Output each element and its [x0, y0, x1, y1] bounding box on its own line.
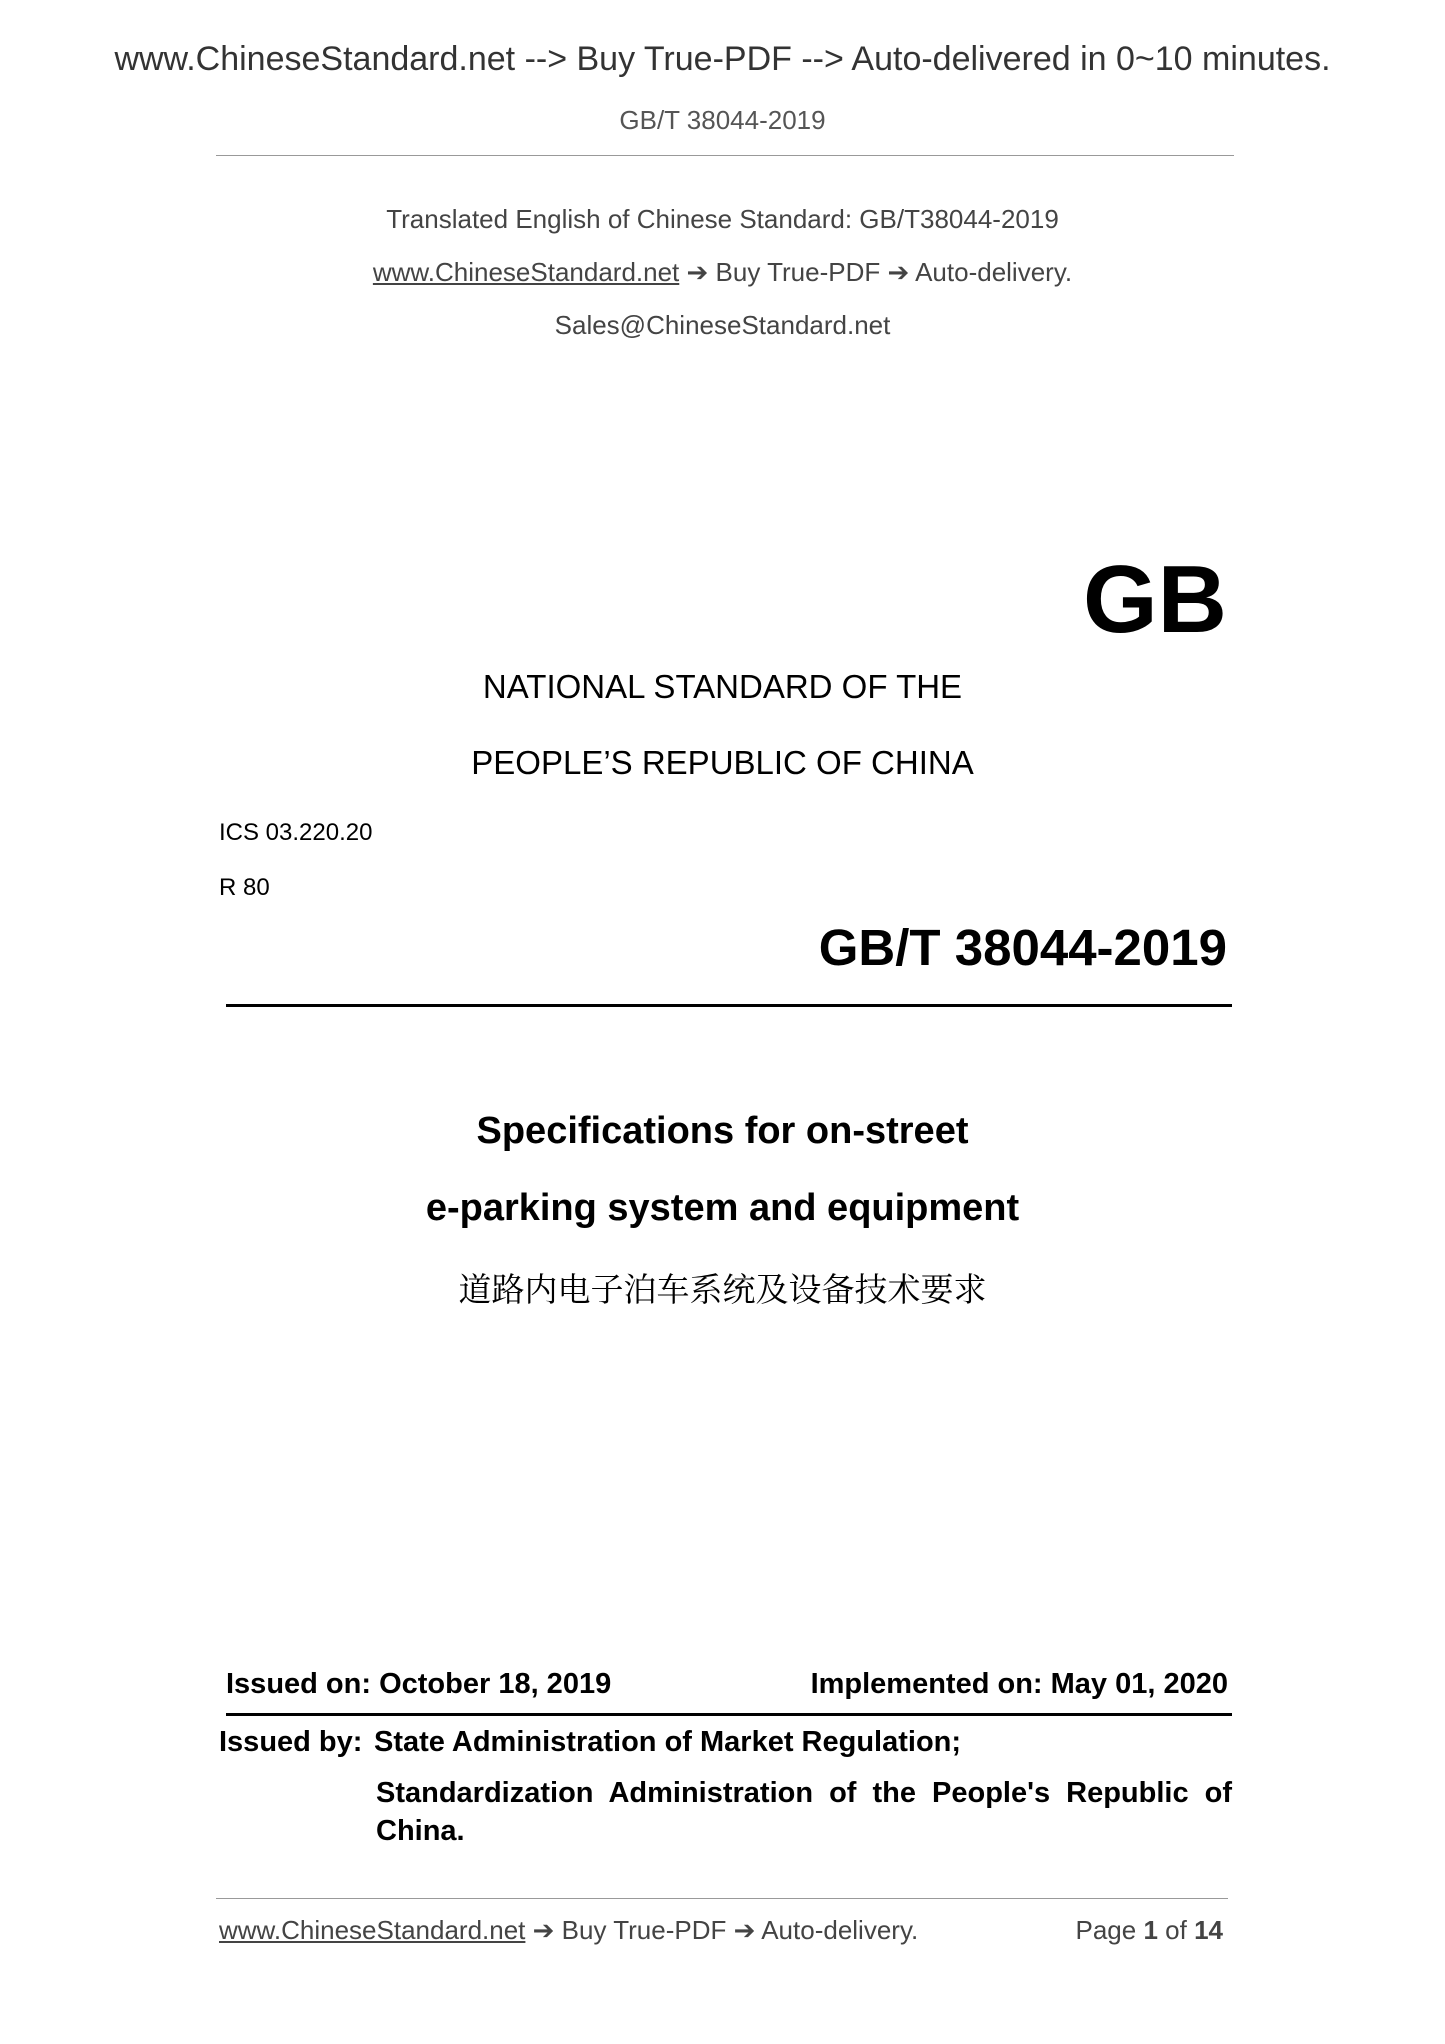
issued-on: Issued on: October 18, 2019	[226, 1668, 612, 1700]
footer-site-link[interactable]: www.ChineseStandard.net	[219, 1915, 526, 1945]
arrow-right-icon: ➔	[532, 1915, 555, 1945]
national-standard-line2: PEOPLE’S REPUBLIC OF CHINA	[471, 744, 974, 781]
arrow-right-icon: ➔	[887, 257, 910, 287]
page-number: 1	[1143, 1915, 1158, 1945]
issued-by-agency-2: Standardization Administration of the People's Republic of China.	[376, 1777, 1232, 1847]
footer-purchase-line	[219, 1915, 918, 1946]
page-label: Page	[1075, 1915, 1137, 1945]
delivery-label: Auto-delivery.	[915, 257, 1073, 287]
national-standard-line1: NATIONAL STANDARD OF THE	[482, 668, 963, 705]
footer-buy-label: Buy True-PDF	[561, 1915, 727, 1945]
translation-line: Translated English of Chinese Standard: GB/T38044-2019	[386, 204, 1059, 234]
site-link[interactable]: www.ChineseStandard.net	[372, 257, 680, 287]
buy-label: Buy True-PDF	[715, 257, 881, 287]
arrow-right-icon: ➔	[733, 1915, 756, 1945]
footer-delivery-label: Auto-delivery.	[761, 1915, 919, 1945]
title-chinese: 道路内电子泊车系统及设备技术要求	[458, 1270, 987, 1309]
issued-by-agency-1: State Administration of Market Regulation;	[374, 1726, 962, 1758]
page-total: 14	[1194, 1915, 1223, 1945]
purchase-line	[0, 257, 1445, 288]
sales-email[interactable]: Sales@ChineseStandard.net	[554, 310, 891, 340]
header-divider	[216, 155, 1234, 156]
ics-code: ICS 03.220.20	[219, 819, 373, 846]
implemented-on: Implemented on: May 01, 2020	[810, 1668, 1228, 1700]
r-code: R 80	[219, 874, 270, 901]
standard-number-rule	[226, 1004, 1232, 1007]
arrow-right-icon: ➔	[686, 257, 709, 287]
title-line1: Specifications for on-street	[476, 1110, 969, 1152]
standard-number: GB/T 38044-2019	[818, 919, 1227, 976]
gb-logo-text: GB	[1083, 546, 1227, 653]
of-label: of	[1165, 1915, 1187, 1945]
title-line2: e-parking system and equipment	[425, 1187, 1020, 1229]
page-indicator	[1075, 1915, 1223, 1946]
issued-by-label: Issued by:	[219, 1726, 363, 1758]
top-banner: www.ChineseStandard.net --> Buy True-PDF --> Auto-delivered in 0~10 minutes.	[114, 40, 1331, 78]
issue-rule	[226, 1713, 1232, 1716]
header-standard-code: GB/T 38044-2019	[619, 105, 826, 135]
footer-divider	[216, 1898, 1228, 1899]
